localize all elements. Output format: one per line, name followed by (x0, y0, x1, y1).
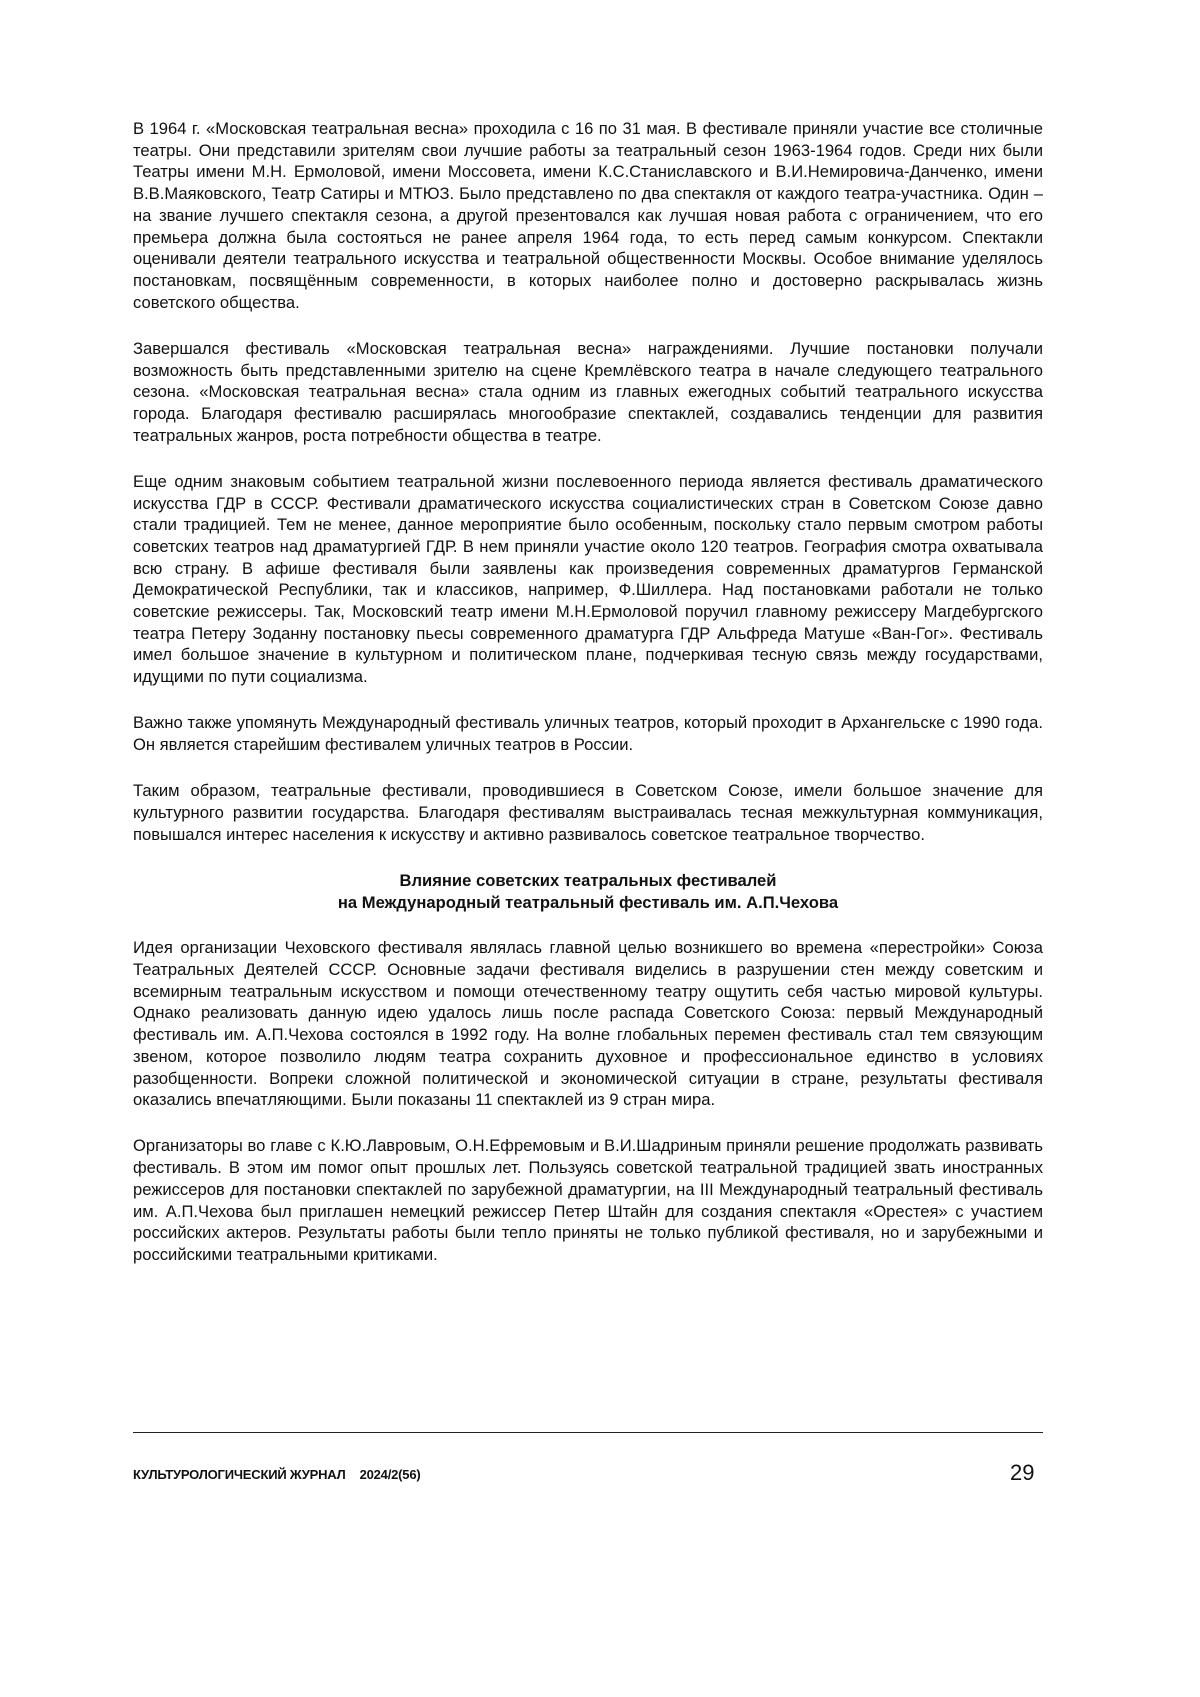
section-heading (133, 870, 1043, 913)
paragraph: Идея организации Чеховского фестиваля являлась главной целью возникшего во времена «перестройки» Союза Театральных Деятелей СССР. Основные задачи фестиваля виделись в разрушении стен между советским и всемирным театральным искусством и помощи отечественному театру ощутить себя частью мировой культуры. Однако реализовать данную идею удалось лишь после распада Советского Союза: первый Международный фестиваль им. А.П.Чехова состоялся в 1992 году. На волне глобальных перемен фестиваль стал тем связующим звеном, которое позволило людям театра сохранить духовное и профессиональное единство в условиях разобщенности. Вопреки сложной политической и экономической ситуации в стране, результаты фестиваля оказались впечатляющими. Были показаны 11 спектаклей из 9 стран мира. (133, 937, 1043, 1111)
section-heading-line-1: Влияние советских театральных фестивалей (400, 871, 777, 890)
paragraph: В 1964 г. «Московская театральная весна» проходила с 16 по 31 мая. В фестивале приняли участие все столичные театры. Они представили зрителям свои лучшие работы за театральный сезон 1963-1964 годов. Среди них были Театры имени М.Н. Ермоловой, имени Моссовета, имени К.С.Станиславского и В.И.Немировича-Данченко, имени В.В.Маяковского, Театр Сатиры и МТЮЗ. Было представлено по два спектакля от каждого театра-участника. Один – на звание лучшего спектакля сезона, а другой презентовался как лучшая новая работа с ограничением, что его премьера должна была состояться не ранее апреля 1964 года, то есть перед самым конкурсом. Спектакли оценивали деятели театрального искусства и театральной общественности Москвы. Особое внимание уделялось постановкам, посвящённым современности, в которых наиболее полно и достоверно раскрывалась жизнь советского общества. (133, 118, 1043, 313)
footer-journal-title (133, 1467, 420, 1482)
paragraph: Организаторы во главе с К.Ю.Лавровым, О.Н.Ефремовым и В.И.Шадриным приняли решение продолжать развивать фестиваль. В этом им помог опыт прошлых лет. Пользуясь советской театральной традицией звать иностранных режиссеров для постановки спектаклей по зарубежной драматургии, на III Международный театральный фестиваль им. А.П.Чехова был приглашен немецкий режиссер Петер Штайн для создания спектакля «Орестея» с участием российских актеров. Результаты работы были тепло приняты не только публикой фестиваля, но и зарубежными и российскими театральными критиками. (133, 1135, 1043, 1265)
article-body (133, 118, 1043, 1290)
page-number: 29 (1010, 1460, 1034, 1486)
paragraph: Еще одним знаковым событием театральной жизни послевоенного периода является фестиваль драматического искусства ГДР в СССР. Фестивали драматического искусства социалистических стран в Советском Союзе давно стали традицией. Тем не менее, данное мероприятие было особенным, поскольку стало первым смотром работы советских театров над драматургией ГДР. В нем приняли участие около 120 театров. География смотра охватывала всю страну. В афише фестиваля были заявлены как произведения современных драматургов Германской Демократической Республики, так и классиков, например, Ф.Шиллера. Над постановками работали не только советские режиссеры. Так, Московский театр имени М.Н.Ермоловой поручил главному режиссеру Магдебургского театра Петеру Зоданну постановку пьесы современного драматурга ГДР Альфреда Матуше «Ван-Гог». Фестиваль имел большое значение в культурном и политическом плане, подчеркивая тесную связь между государствами, идущими по пути социализма. (133, 471, 1043, 688)
journal-issue: 2024/2(56) (360, 1467, 421, 1482)
paragraph: Завершался фестиваль «Московская театральная весна» награждениями. Лучшие постановки получали возможность быть представленными зрителю на сцене Кремлёвского театра в начале следующего театрального сезона. «Московская театральная весна» стала одним из главных ежегодных событий театрального искусства города. Благодаря фестивалю расширялась многообразие спектаклей, создавались тенденции для развития театральных жанров, роста потребности общества в театре. (133, 338, 1043, 447)
journal-name: КУЛЬТУРОЛОГИЧЕСКИЙ ЖУРНАЛ (133, 1467, 346, 1482)
footer-divider (133, 1432, 1043, 1433)
paragraph: Таким образом, театральные фестивали, проводившиеся в Советском Союзе, имели большое значение для культурного развитии государства. Благодаря фестивалям выстраивалась тесная межкультурная коммуникация, повышался интерес населения к искусству и активно развивалось советское театральное творчество. (133, 780, 1043, 845)
paragraph: Важно также упомянуть Международный фестиваль уличных театров, который проходит в Архангельске с 1990 года. Он является старейшим фестивалем уличных театров в России. (133, 712, 1043, 755)
section-heading-line-2: на Международный театральный фестиваль им. А.П.Чехова (338, 893, 838, 912)
